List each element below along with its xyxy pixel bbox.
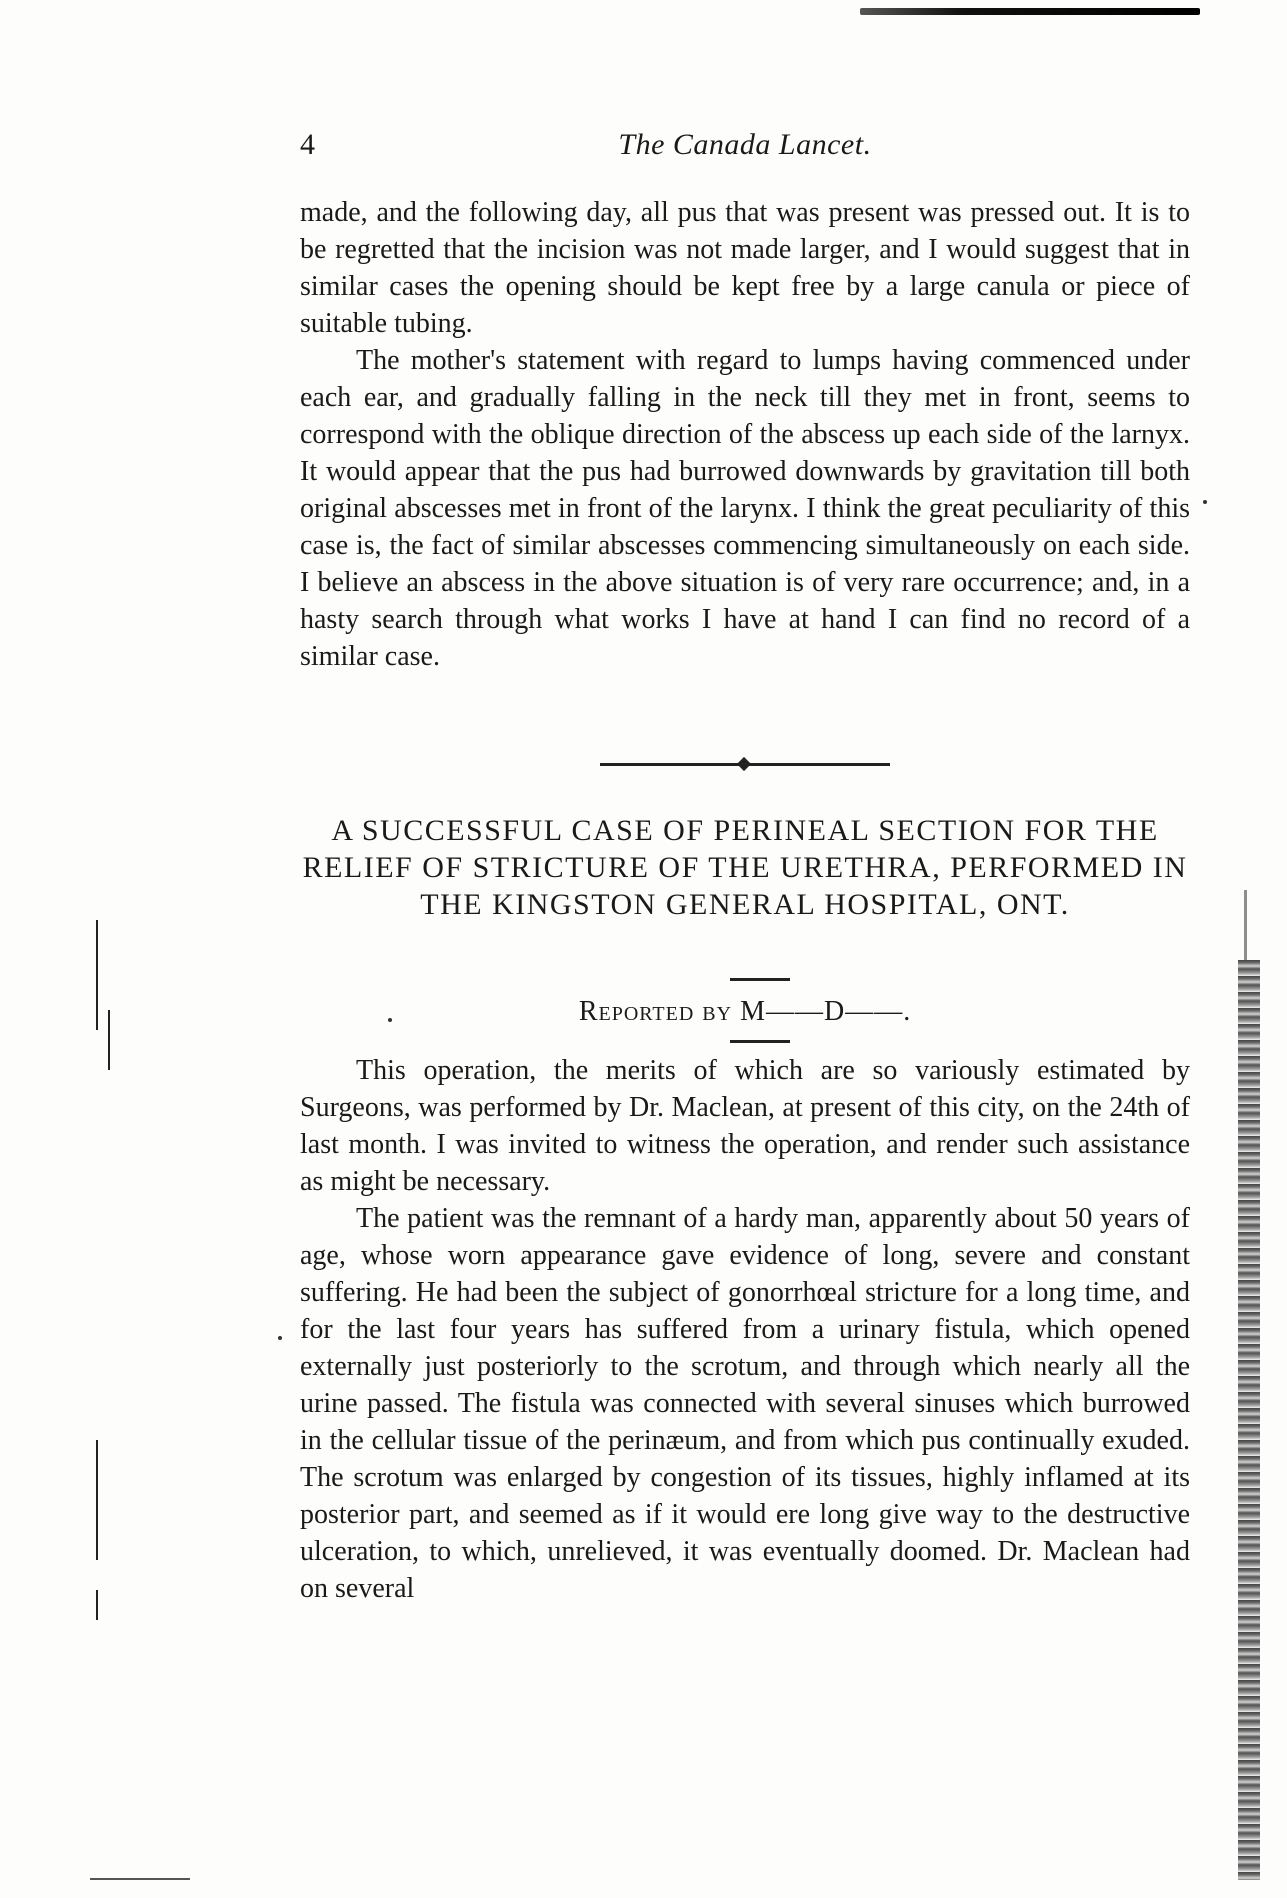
running-head [300, 128, 1190, 168]
byline-rule [730, 1040, 790, 1043]
body-paragraph: made, and the following day, all pus that was present was pressed out. It is to be regretted that the incision was not made larger, and I would suggest that in similar cases the opening should be kept free by a large canula or piece of suitable tubing. [300, 197, 1190, 339]
article-title: A SUCCESSFUL CASE OF PERINEAL SECTION FOR THE RELIEF OF STRICTURE OF THE URETHRA, PERFORMED IN THE KINGSTON GENERAL HOSPITAL, ONT. [302, 814, 1188, 921]
body-paragraph: The mother's statement with regard to lumps having commenced under each ear, and gradually falling in the neck till they met in front, seems to correspond with the oblique direction of the abscess up each side of the larnyx. It would appear that the pus had burrowed downwards by gravitation till both original abscesses met in front of the larynx. I think the great peculiarity of this case is, the fact of similar abscesses commencing simultaneously on each side. I believe an abscess in the above situation is of very rare occurrence; and, in a hasty search through what works I have at hand I can find no record of a similar case. [300, 345, 1190, 672]
binding-gutter-shadow [1238, 960, 1260, 1880]
binding-edge-mark [1244, 890, 1247, 960]
margin-mark [96, 920, 98, 1030]
continued-article-text [300, 194, 1190, 675]
margin-dot [278, 1336, 282, 1340]
margin-mark [108, 1010, 110, 1070]
journal-title: The Canada Lancet. [618, 128, 872, 161]
margin-dot [1203, 500, 1207, 504]
byline: Reported by M——D——. [578, 996, 912, 1027]
body-paragraph: This operation, the merits of which are so variously estimated by Surgeons, was performed by Dr. Maclean, at present of this city, on the 24th of last month. I was invited to witness the operation, and render such assistance as might be necessary. [300, 1055, 1190, 1197]
scan-edge-rule [860, 8, 1200, 15]
divider-ornament [737, 757, 751, 771]
article-body [300, 1052, 1190, 1607]
body-paragraph: The patient was the remnant of a hardy man, apparently about 50 years of age, whose worn appearance gave evidence of long, severe and constant suffering. He had been the subject of gonorrhœal stricture for a long time, and for the last four years has suffered from a urinary fistula, which opened externally just posteriorly to the scrotum, and through which nearly all the urine passed. The fistula was connected with several sinuses which burrowed in the cellular tissue of the perinæum, and from which pus continually exuded. The scrotum was enlarged by congestion of its tissues, highly inflamed at its posterior part, and seemed as if it would ere long give way to the destructive ulceration, to which, unrelieved, it was eventually doomed. Dr. Maclean had on several [300, 1203, 1190, 1604]
page-number: 4 [300, 128, 315, 161]
scan-edge-rule [90, 1878, 190, 1880]
margin-mark [96, 1590, 98, 1620]
margin-mark [96, 1440, 98, 1560]
title-rule [730, 978, 790, 981]
